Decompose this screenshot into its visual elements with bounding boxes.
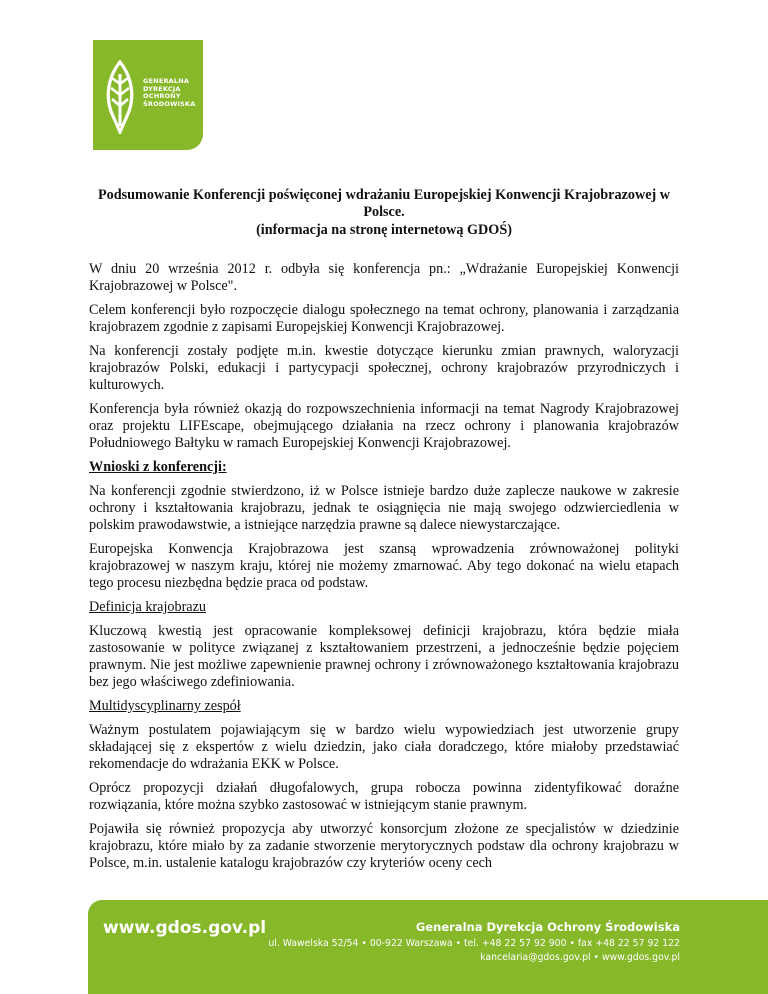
gdos-logo	[93, 40, 203, 150]
logo-line: ŚRODOWISKA	[143, 99, 196, 108]
logo-line: DYREKCJA	[143, 84, 181, 93]
paragraph: Pojawiła się również propozycja aby utworzyć konsorcjum złożone ze specjalistów w dziedzinie krajobrazu, które miało by za zadanie stworzenie merytorycznych podstaw dla ochrony krajobrazu w Polsce, m.in. ustalenie katalogu krajobrazów czy kryteriów oceny cech	[89, 821, 679, 871]
paragraph: Na konferencji zostały podjęte m.in. kwestie dotyczące kierunku zmian prawnych, waloryzacji krajobrazów Polski, edukacji i partycypacji społecznej, ochrony krajobrazów przyrodniczych i kulturowych.	[89, 343, 679, 393]
footer-contact[interactable]: kancelaria@gdos.gov.pl • www.gdos.gov.pl	[480, 952, 680, 963]
paragraph: Celem konferencji było rozpoczęcie dialogu społecznego na temat ochrony, planowania i zarządzania krajobrazem zgodnie z zapisami Europejskiej Konwencji Krajobrazowej.	[89, 302, 679, 335]
section-heading-definicja: Definicja krajobrazu	[89, 599, 206, 615]
paragraph: Na konferencji zgodnie stwierdzono, iż w Polsce istnieje bardzo duże zaplecze naukowe w zakresie ochrony i kształtowania krajobrazu, jednak te osiągnięcia nie mają swojego odzwierciedlenia w polskim prawodawstwie, a istniejące narzędzia prawne są dalece niewystarczające.	[89, 483, 679, 533]
footer-org-name: Generalna Dyrekcja Ochrony Środowiska	[415, 920, 680, 934]
document-body	[89, 261, 679, 879]
leaf-icon	[103, 60, 137, 134]
paragraph: Ważnym postulatem pojawiającym się w bardzo wielu wypowiedziach jest utworzenie grupy składającej się z ekspertów z wielu dziedzin, jako ciała doradczego, które miałoby przedstawiać rekomendacje do wdrażania EKK w Polsce.	[89, 722, 679, 772]
paragraph: Kluczową kwestią jest opracowanie kompleksowej definicji krajobrazu, która będzie miała zastosowanie w polityce związanej z kształtowaniem przestrzeni, a jednocześnie będzie pojęciem prawnym. Nie jest możliwe zapewnienie prawnej ochrony i zrównoważonego kształtowania krajobrazu bez jego właściwego zdefiniowania.	[89, 623, 679, 690]
page-footer	[88, 900, 768, 994]
paragraph: W dniu 20 września 2012 r. odbyła się konferencja pn.: „Wdrażanie Europejskiej Konwencji Krajobrazowej w Polsce".	[89, 261, 679, 294]
paragraph: Oprócz propozycji działań długofalowych, grupa robocza powinna zidentyfikować doraźne rozwiązania, które można szybko zastosować w istniejącym stanie prawnym.	[89, 780, 679, 813]
logo-text	[143, 78, 195, 108]
logo-line: OCHRONY	[143, 92, 181, 100]
paragraph: Europejska Konwencja Krajobrazowa jest szansą wprowadzenia zrównoważonej polityki krajobrazowej w naszym kraju, której nie możemy zmarnować. Aby tego dokonać na wielu etapach tego procesu niezbędna będzie praca od podstaw.	[89, 541, 679, 591]
footer-website[interactable]: www.gdos.gov.pl	[103, 918, 267, 938]
logo-line: GENERALNA	[143, 77, 190, 85]
document-subtitle: (informacja na stronę internetową GDOŚ)	[256, 222, 512, 238]
section-heading-zespol: Multidyscyplinarny zespół	[89, 698, 241, 714]
paragraph: Konferencja była również okazją do rozpowszechnienia informacji na temat Nagrody Krajobrazowej oraz projektu LIFEscape, obejmującego działania na rzecz ochrony i planowania krajobrazów Południowego Bałtyku w ramach Europejskiej Konwencji Krajobrazowej.	[89, 401, 679, 451]
document-title: Podsumowanie Konferencji poświęconej wdrażaniu Europejskiej Konwencji Krajobrazowej w Polsce.	[97, 187, 671, 220]
footer-address: ul. Wawelska 52/54 • 00-922 Warszawa • tel. +48 22 57 92 900 • fax +48 22 57 92 122	[268, 938, 680, 949]
section-heading-wnioski: Wnioski z konferencji:	[89, 459, 227, 475]
